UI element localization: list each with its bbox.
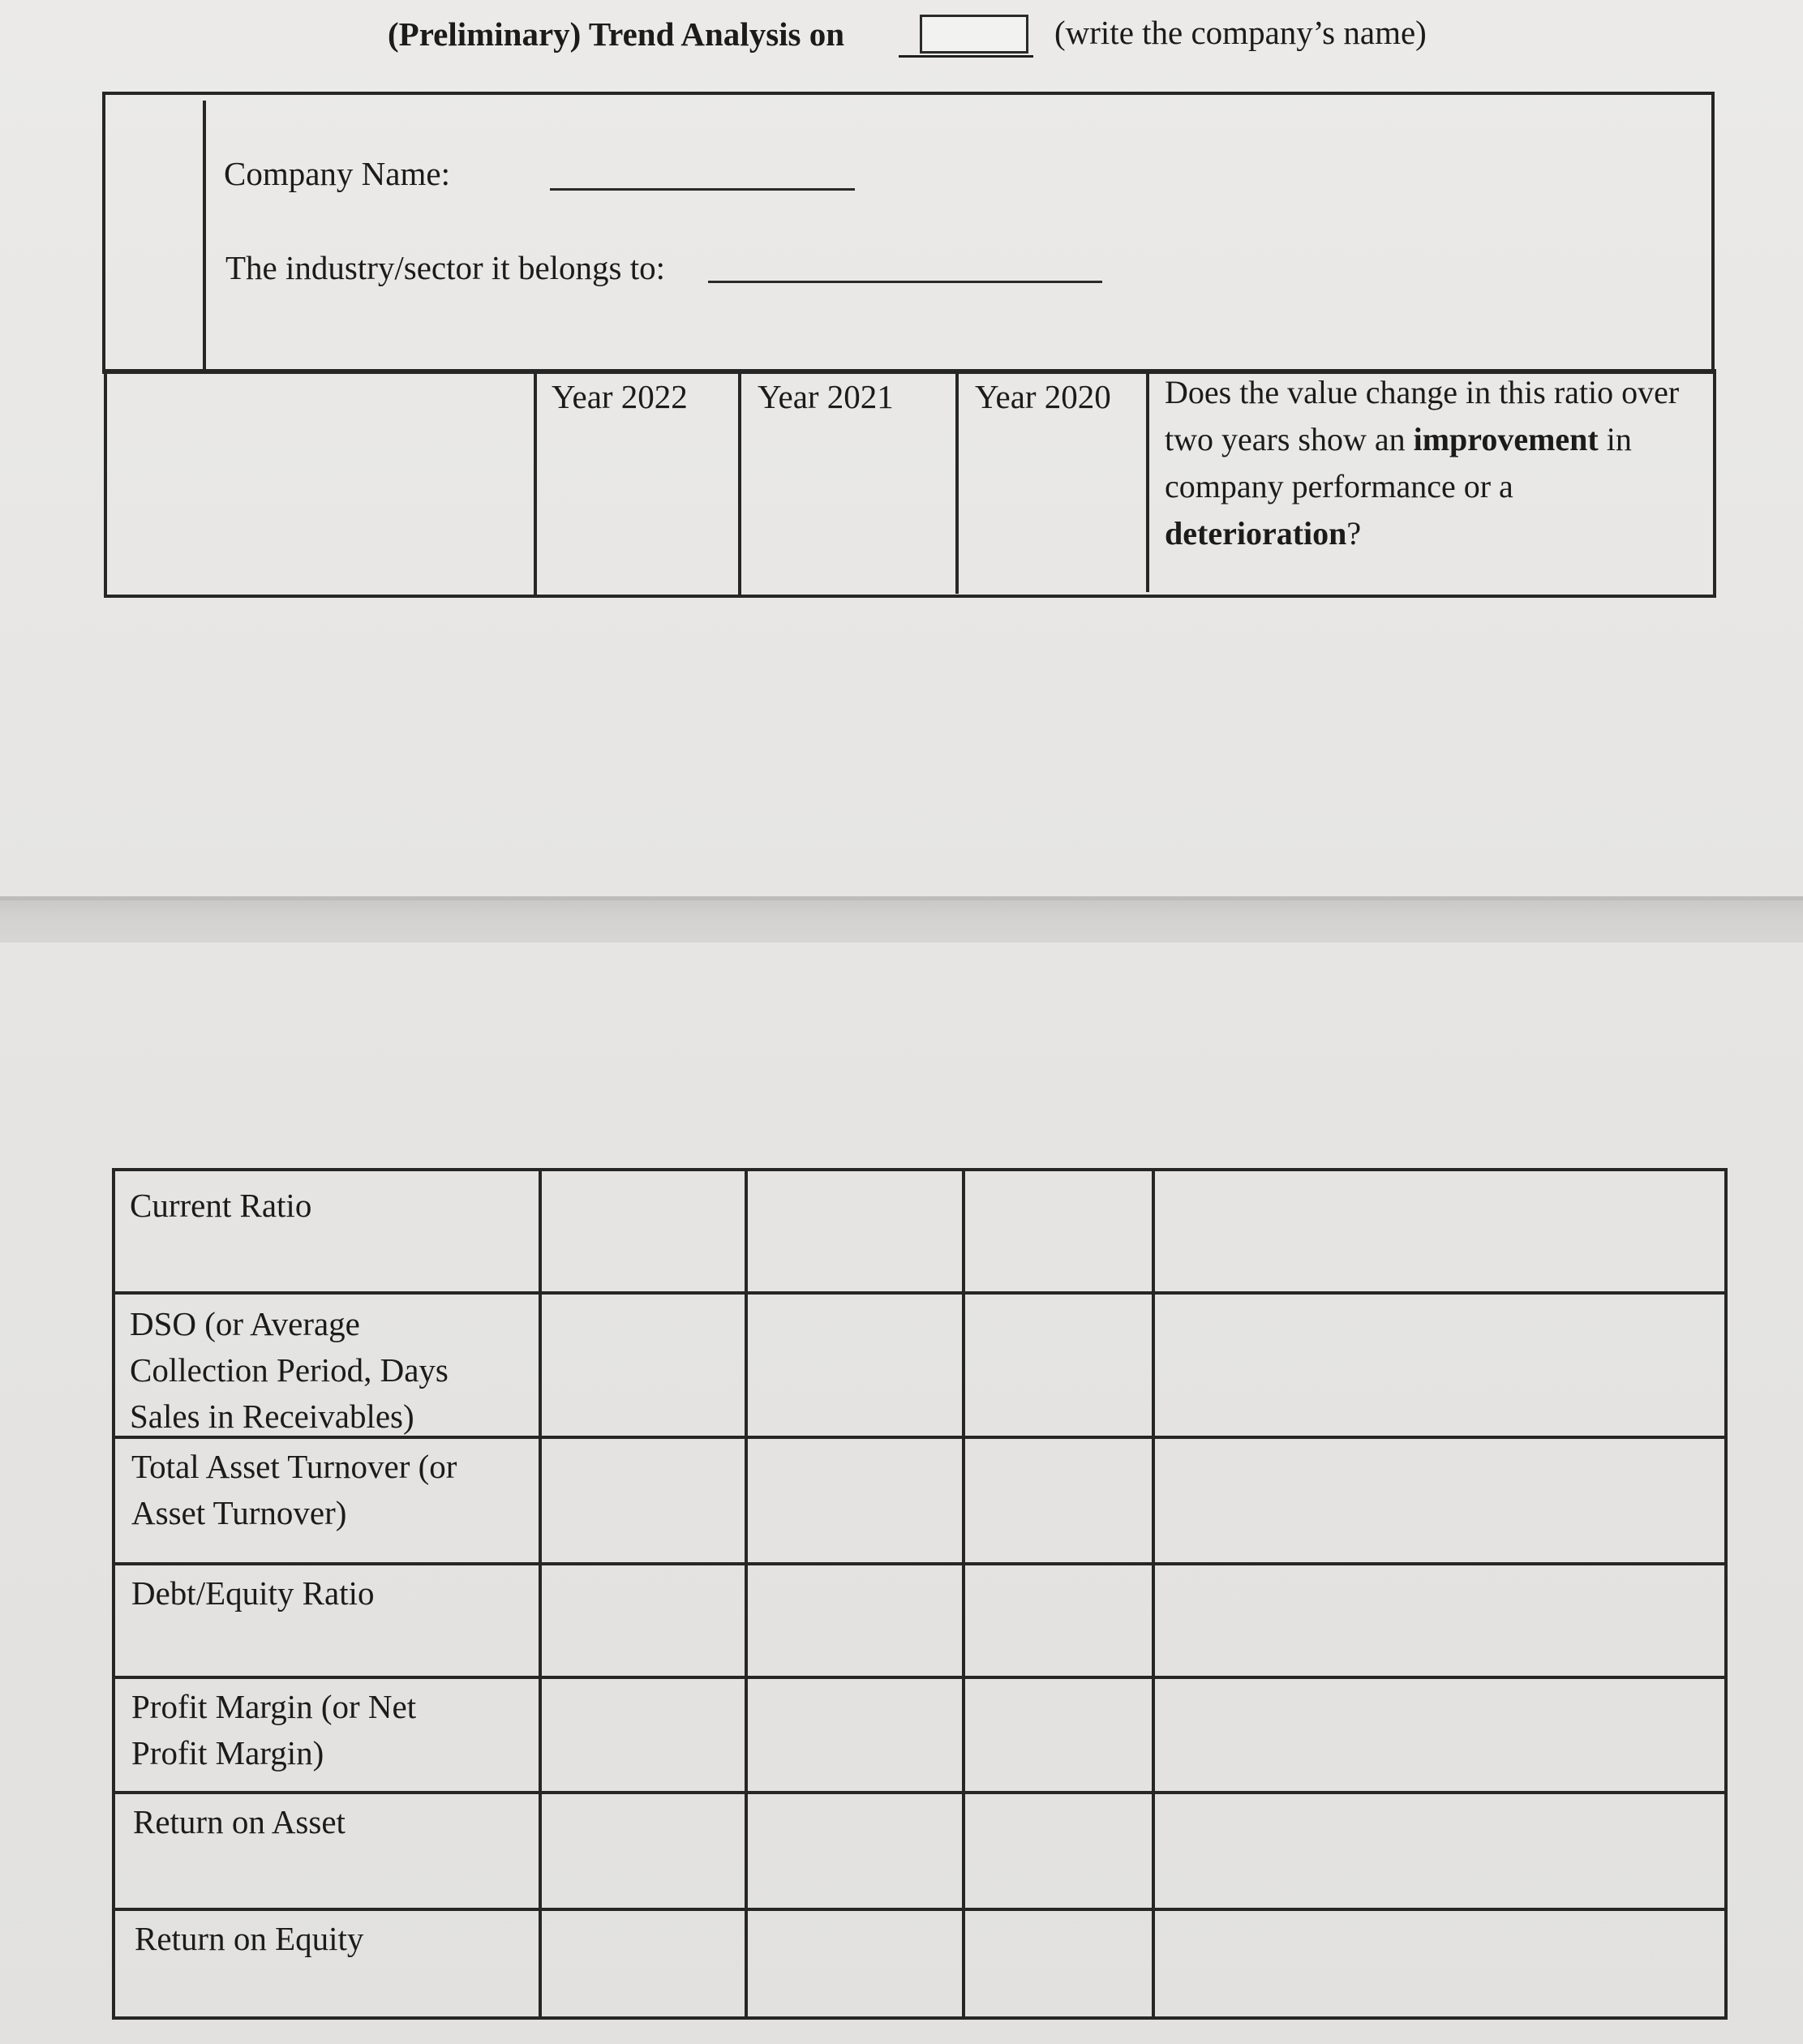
header-question xyxy=(1165,369,1684,557)
ratio-row-divider xyxy=(114,1676,1726,1679)
title-company-name-box[interactable] xyxy=(920,15,1028,54)
header-col-divider xyxy=(534,371,537,597)
question-deterioration: deterioration xyxy=(1165,515,1347,552)
title-hint: (write the company’s name) xyxy=(1054,14,1427,51)
ratio-label-dso: DSO (or Average Collection Period, Days Sales in Receivables) xyxy=(130,1305,449,1435)
ratio-col-divider xyxy=(539,1170,542,2018)
ratio-label-profit-margin: Profit Margin (or Net Profit Margin) xyxy=(131,1688,417,1771)
ratio-row-divider xyxy=(114,1908,1726,1911)
header-col-divider xyxy=(738,371,741,595)
ratio-label-return-on-equity: Return on Equity xyxy=(135,1920,364,1957)
header-col-divider xyxy=(1146,371,1149,592)
question-prefix: Does the value change in this ratio over two years show an xyxy=(1165,374,1680,457)
question-improvement: improvement xyxy=(1413,421,1599,457)
question-end: ? xyxy=(1346,515,1362,552)
ratio-label-current-ratio: Current Ratio xyxy=(130,1187,312,1224)
ratio-col-divider xyxy=(745,1170,748,2018)
ratio-label-debt-equity: Debt/Equity Ratio xyxy=(131,1574,375,1612)
info-box-divider xyxy=(203,101,206,373)
header-year-2022: Year 2022 xyxy=(552,378,688,415)
header-year-2020: Year 2020 xyxy=(975,378,1111,415)
header-year-2021: Year 2021 xyxy=(758,378,894,415)
page-fold xyxy=(0,900,1803,943)
company-name-label: Company Name: xyxy=(224,155,450,192)
page-title: (Preliminary) Trend Analysis on xyxy=(388,15,845,53)
header-col-divider xyxy=(955,371,959,594)
industry-label: The industry/sector it belongs to: xyxy=(225,249,666,286)
ratio-label-return-on-asset: Return on Asset xyxy=(133,1803,346,1840)
question-middle: in company performance or a xyxy=(1165,421,1632,505)
company-info-box xyxy=(102,92,1715,374)
ratio-col-divider xyxy=(962,1170,965,2018)
ratio-row-divider xyxy=(114,1791,1726,1794)
ratio-col-divider xyxy=(1152,1170,1155,2018)
ratio-label-total-asset-turnover: Total Asset Turnover (or Asset Turnover) xyxy=(131,1448,457,1531)
ratio-row-divider xyxy=(114,1562,1726,1565)
ratio-row-divider xyxy=(114,1291,1726,1295)
company-name-field[interactable] xyxy=(550,188,855,191)
industry-field[interactable] xyxy=(708,281,1102,283)
